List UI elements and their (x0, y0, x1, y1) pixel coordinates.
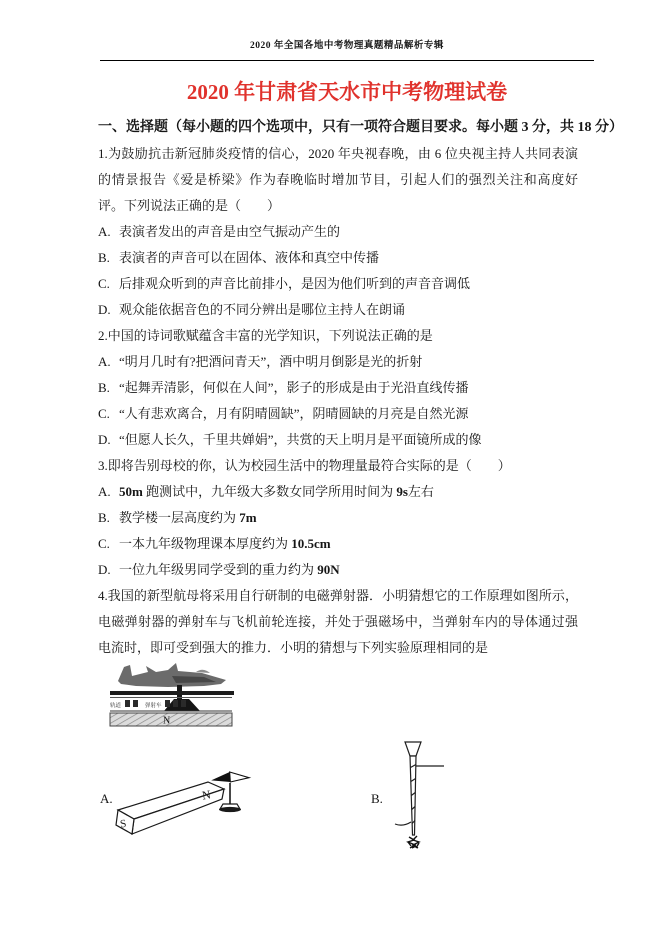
questions-area (98, 115, 623, 661)
question-3-option-d (98, 557, 578, 583)
question-1-option-a (98, 219, 578, 245)
bar-magnet-figure (112, 768, 260, 850)
option-label: D. (98, 562, 111, 577)
booklet-header: 2020 年全国各地中考物理真题精品解析专辑 (250, 41, 444, 51)
question-2-stem: 2.中国的诗词歌赋蕴含丰富的光学知识，下列说法正确的是 (98, 328, 433, 343)
option-label: B. (98, 510, 110, 525)
iron-filings (408, 836, 419, 848)
question-2-option-d (98, 427, 578, 453)
coil-lead-left (395, 822, 411, 825)
question-1-option-c (98, 271, 578, 297)
question-3-stem: 3.即将告别母校的你，认为校园生活中的物理量最符合实际的是（ ） (98, 458, 511, 473)
option-label: C. (98, 276, 110, 291)
option-text: 观众能依据音色的不同分辨出是哪位主持人在朗诵 (119, 302, 406, 317)
option-text: 教学楼一层高度约为 7m (119, 510, 257, 525)
fighter-jet-illustration (118, 663, 226, 687)
magnet-south-label: S (119, 817, 128, 831)
option-label: C. (98, 536, 110, 551)
question-1-option-d (98, 297, 578, 323)
option-text: 一本九年级物理课本厚度约为 10.5cm (119, 536, 331, 551)
question-3-option-c (98, 531, 578, 557)
option-text: “明月几时有?把酒问青天”，酒中明月倒影是光的折射 (119, 354, 423, 369)
electromagnet-nail-figure (394, 740, 446, 852)
track-label: 轨道 (110, 703, 122, 709)
catapult-figure (108, 655, 238, 749)
figure-option-b-label: B. (371, 791, 383, 806)
magnet-north-label: N (200, 787, 212, 803)
option-label: D. (98, 432, 111, 447)
option-label: A. (98, 224, 111, 239)
option-text: “但愿人长久，千里共婵娟”，共赏的天上明月是平面镜所成的像 (119, 432, 482, 447)
question-1-stem: 1.为鼓励抗击新冠肺炎疫情的信心，2020 年央视春晚，由 6 位央视主持人共同表演的情景报告《爱是桥梁》作为春晚临时增加节目，引起人们的强烈关注和高度好评。下列说法正确的是（ ） (98, 146, 578, 213)
option-label: B. (98, 380, 110, 395)
question-2-option-a (98, 349, 578, 375)
option-text: “起舞弄清影，何似在人间”，影子的形成是由于光沿直线传播 (119, 380, 469, 395)
section-heading: 一、选择题（每小题的四个选项中，只有一项符合题目要求。每小题 3 分，共 18 分） (98, 120, 623, 135)
option-label: A. (98, 354, 111, 369)
question-3-option-a (98, 479, 578, 505)
magnet-bar (110, 713, 232, 726)
shuttle-car-label: 弹射车 (145, 703, 162, 709)
option-text: 一位九年级男同学受到的重力约为 90N (119, 562, 340, 577)
option-label: B. (98, 250, 110, 265)
option-label: A. (98, 484, 111, 499)
option-text: 50m 跑测试中，九年级大多数女同学所用时间为 9s左右 (119, 484, 434, 499)
question-2-option-c (98, 401, 578, 427)
question-2-option-b (98, 375, 578, 401)
question-3-option-b (98, 505, 578, 531)
option-text: 表演者的声音可以在固体、液体和真空中传播 (119, 250, 380, 265)
deck-track (110, 691, 234, 695)
option-label: D. (98, 302, 111, 317)
header-divider (100, 60, 594, 61)
option-text: 后排观众听到的声音比前排小，是因为他们听到的声音音调低 (119, 276, 471, 291)
figure-option-a-label: A. (100, 791, 113, 806)
option-label: C. (98, 406, 110, 421)
option-text: “人有悲欢离合，月有阴晴圆缺”，阴晴圆缺的月亮是自然光源 (119, 406, 469, 421)
question-4-stem: 4.我国的新型航母将采用自行研制的电磁弹射器．小明猜想它的工作原理如图所示，电磁弹射器的弹射车与飞机前轮连接，并处于强磁场中，当弹射车内的导体通过强电流时，即可受到强大的推力．小明的猜想与下列实验原理相同的是 (98, 588, 578, 655)
option-text: 表演者发出的声音是由空气振动产生的 (119, 224, 341, 239)
magnet-pole-label: N (163, 715, 171, 727)
question-1-option-b (98, 245, 578, 271)
exam-title: 2020 年甘肃省天水市中考物理试卷 (186, 80, 508, 104)
nail-with-coil (395, 742, 444, 835)
